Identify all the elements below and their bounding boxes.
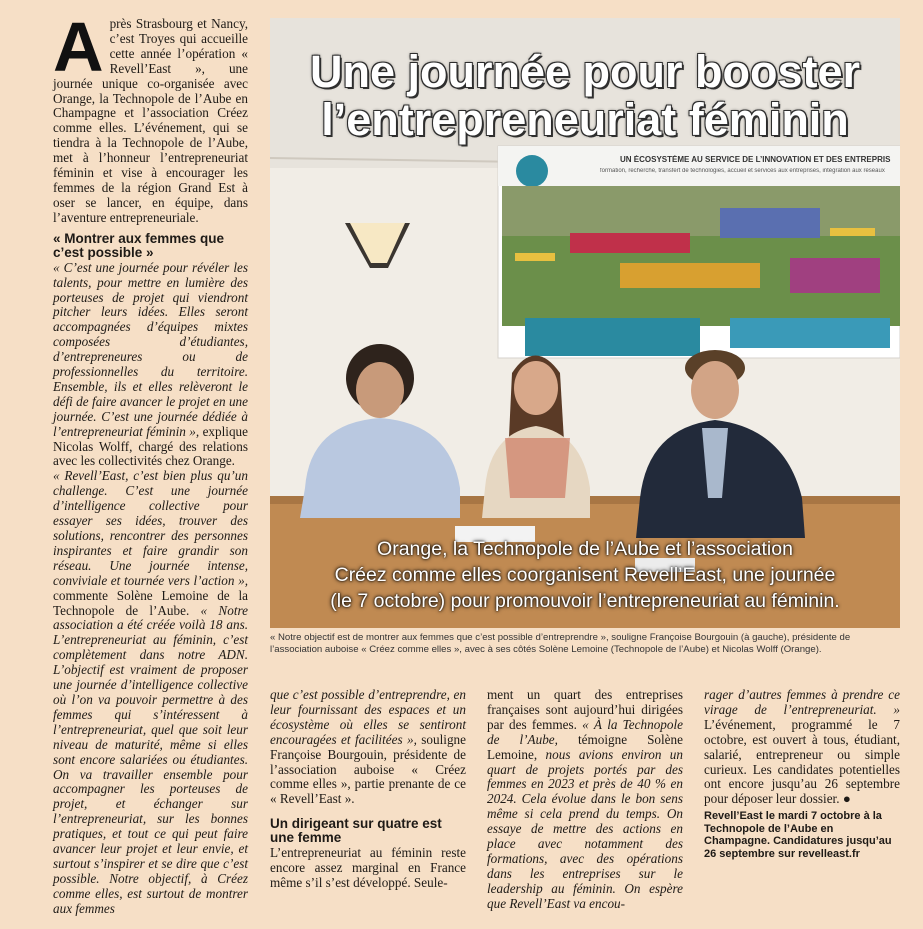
overlay-caption-line-3: (le 7 octobre) pour promouvoir l’entrepreneuriat au féminin. xyxy=(330,590,840,612)
practical-info: Revell’East le mardi 7 octobre à la Technopole de l’Aube en Champagne. Candidatures jusqu’au 26 septembre sur revelleast.fr xyxy=(704,810,892,860)
photo-overlay-caption xyxy=(270,536,900,614)
overlay-caption-line-1: Orange, la Technopole de l’Aube et l’association xyxy=(377,538,793,560)
end-bullet: ● xyxy=(839,791,851,807)
quote-bourgouin-start: « Notre association a été créée voilà 18 ans. L’entrepreneuriat au féminin, c’est complètement dans notre ADN. L’objectif est vraiment de proposer une journée d’intelligence collective où l’on va pouvoir permettre à des femmes qui s’intéressent à l’entrepreneuriat, quel que soit leur niveau de maturité, même si elles sont encore salariées ou étudiantes. On va travailler ensemble pour accompagner les porteuses de projet, et échanger sur l’entrepreneuriat, sur les bonnes pratiques, et tout ce qui peut faire avancer leur projet et leur envie, et surtout s’inspirer et se dire que c’est possible. Notre objectif, à Créez comme elles, est surtout de montrer aux femmes xyxy=(53,602,248,916)
quote-end: rager d’autres femmes à prendre ce virage de l’entrepreneuriat. » xyxy=(704,687,900,717)
article-column-3 xyxy=(487,688,683,912)
headline xyxy=(270,48,900,144)
article-column-2 xyxy=(270,688,466,891)
overlay-caption-line-2: Créez comme elles coorganisent Revell’East, une journée xyxy=(334,564,836,586)
quote-lemoine: « Revell’East, c’est bien plus qu’un challenge. C’est une journée d’intelligence collective pour essayer ses idées, trouver des solutions, rencontrer des personnes inspirantes et faire grandir son réseau. Une journée intense, conviviale et tournée vers l’action », xyxy=(53,468,248,588)
attribution-lemoine: commente Solène Lemoine de la Technopole de l’Aube. xyxy=(53,587,248,618)
attribution-bourgouin: souligne Françoise Bourgouin, présidente de l’association auboise « Créez comme elles », partie prenante de ce « Revell’East ». xyxy=(270,731,466,807)
attribution-lemoine-2: témoigne Solène Lemoine, xyxy=(487,731,683,762)
quote-bourgouin-end: que c’est possible d’entreprendre, en leur fournissant des espaces et un écosystème où elles se sentiront encouragées et facilitées », xyxy=(270,687,466,747)
photo-credit-caption: « Notre objectif est de montrer aux femmes que c’est possible d’entreprendre », souligne Françoise Bourgouin (à gauche), présidente de l’association auboise « Créez comme elles », avec à ses côtés Solène Lemoine (Technopole de l’Aube) et Nicolas Wolff (Orange). xyxy=(270,632,851,655)
quote-wolff: « C’est une journée pour révéler les talents, pour mettre en lumière des porteuses de projet qui viendront pitcher leurs idées. Elles seront accompagnées d’équipes mixtes composées d’étudiantes, d’entrepreneures ou de professionnelles du territoire. Ensemble, ils et elles relèveront le défi de faire avancer le projet en une journée. C’est une journée dédiée à l’entrepreneuriat féminin », xyxy=(53,259,248,439)
quote-technopole: nous avions environ un quart de projets portés par des femmes en 2023 et près de 40 % en 2024. Cela évolue dans le bon sens même si cela prend du temps. On essaye de mettre des actions en place avec notamment des formations, avec des opérations dans les entreprises sur le leadership au féminin. On espère que Revell’East va encou- xyxy=(487,746,683,911)
intro-paragraph: près Strasbourg et Nancy, c’est Troyes qui accueille cette année l’opération « Revell’East », une journée unique co-organisée avec Orange, la Technopole de l’Aube en Champagne et l’association Créez comme elles. L’événement, qui se tiendra à la Technopole de l’Aube, met à l’honneur l’entrepreneuriat féminin et vise à encourager les femmes de la région Grand Est à oser se lancer, en équipe, dans l’aventure entrepreneuriale. xyxy=(53,16,248,225)
quote-technopole-start: « À la Technopole de l’Aube, xyxy=(487,716,683,747)
paragraph-event: L’événement, programmé le 7 octobre, est ouvert à tous, étudiant, salarié, entrepreneur ou simple curieux. Les candidates potentielles ont encore jusqu’au 26 septembre pour déposer leur dossier. xyxy=(704,716,900,807)
subheading-montrer: « Montrer aux femmes que c’est possible » xyxy=(53,230,225,260)
headline-line-1: Une journée pour booster xyxy=(309,46,861,97)
headline-line-2: l’entrepreneuriat féminin xyxy=(321,94,849,145)
article-column-4 xyxy=(704,688,900,860)
poster-title: UN ÉCOSYSTÈME AU SERVICE DE L’INNOVATION ET DES ENTREPRIS xyxy=(620,155,891,164)
poster-subtitle: formation, recherche, transfert de technologies, accueil et services aux entreprises, intégration aux réseaux xyxy=(600,168,885,174)
subheading-dirigeant: Un dirigeant sur quatre est une femme xyxy=(270,816,442,846)
article-photo xyxy=(270,18,900,628)
attribution-wolff: explique Nicolas Wolff, chargé des relations avec les collectivités chez Orange. xyxy=(53,423,248,469)
paragraph-quart: ment un quart des entreprises françaises sont aujourd’hui dirigées par des femmes. xyxy=(487,687,683,732)
paragraph-marginal: L’entrepreneuriat au féminin reste encore assez marginal en France même s’il s’est développé. Seule- xyxy=(270,845,466,891)
drop-cap: A xyxy=(53,8,104,86)
article-column-1 xyxy=(53,8,248,917)
